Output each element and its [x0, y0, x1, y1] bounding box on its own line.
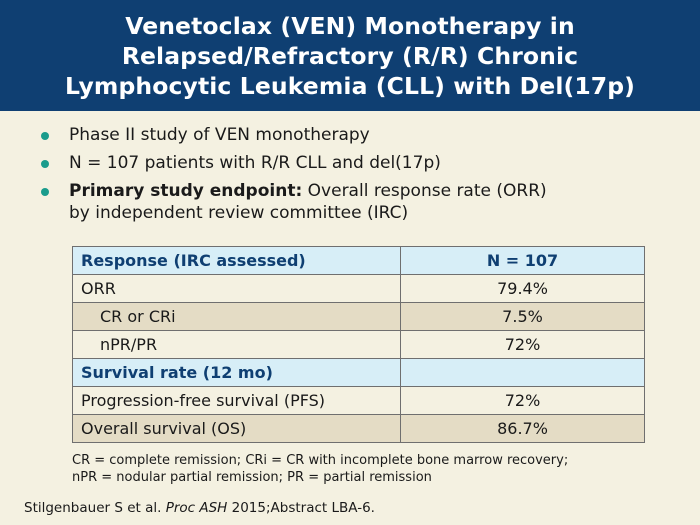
row-value: 72% — [401, 331, 645, 359]
row-label: nPR/PR — [73, 331, 401, 359]
footnote-line-2: nPR = nodular partial remission; PR = partial remission — [72, 470, 432, 485]
bullet-item-endpoint — [36, 180, 676, 224]
row-label: ORR — [73, 275, 401, 303]
row-value: 72% — [401, 387, 645, 415]
bullet-dot-icon — [41, 132, 49, 140]
bullet-text: N = 107 patients with R/R CLL and del(17p) — [69, 153, 441, 173]
bullet-text-continued: by independent review committee (IRC) — [69, 203, 409, 223]
bullet-dot-icon — [41, 188, 49, 196]
table-section-header-row — [73, 359, 645, 387]
bullet-bold-text: Primary study endpoint: — [69, 181, 303, 201]
table-header-label: Response (IRC assessed) — [73, 247, 401, 275]
table-row — [73, 387, 645, 415]
row-value: 79.4% — [401, 275, 645, 303]
bullet-text: Phase II study of VEN monotherapy — [69, 125, 370, 145]
bullet-text: Overall response rate (ORR) — [302, 181, 547, 201]
slide-title-line-2: Relapsed/Refractory (R/R) Chronic — [121, 41, 579, 70]
abbreviation-footnote — [72, 452, 672, 486]
citation-details: 2015;Abstract LBA-6. — [227, 500, 375, 516]
row-label: Progression-free survival (PFS) — [73, 387, 401, 415]
slide-title-banner — [0, 0, 700, 111]
slide-title-line-3: Lymphocytic Leukemia (CLL) with Del(17p) — [65, 71, 635, 100]
bullet-item-study — [36, 124, 676, 146]
bullet-list — [36, 124, 676, 230]
table-header-row — [73, 247, 645, 275]
table-header-value: N = 107 — [401, 247, 645, 275]
section-header-value — [401, 359, 645, 387]
response-table — [72, 246, 645, 443]
table-row — [73, 415, 645, 443]
citation-journal: Proc ASH — [165, 500, 228, 516]
row-value: 86.7% — [401, 415, 645, 443]
section-header-label: Survival rate (12 mo) — [73, 359, 401, 387]
table-row — [73, 275, 645, 303]
bullet-item-patients — [36, 152, 676, 174]
row-value: 7.5% — [401, 303, 645, 331]
row-label: CR or CRi — [73, 303, 401, 331]
citation-authors: Stilgenbauer S et al. — [24, 500, 166, 516]
bullet-dot-icon — [41, 160, 49, 168]
slide-title-line-1: Venetoclax (VEN) Monotherapy in — [125, 11, 575, 40]
footnote-line-1: CR = complete remission; CRi = CR with incomplete bone marrow recovery; — [72, 453, 569, 468]
citation — [24, 500, 375, 516]
table-row — [73, 331, 645, 359]
table-row — [73, 303, 645, 331]
row-label: Overall survival (OS) — [73, 415, 401, 443]
